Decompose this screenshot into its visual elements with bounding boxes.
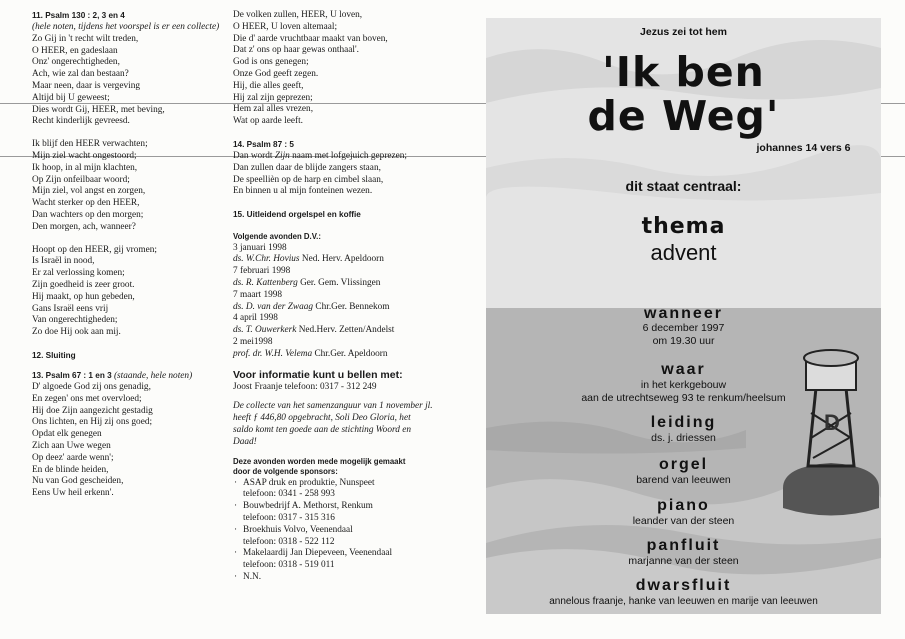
verse-line: Ik blijf den HEER verwachten; bbox=[32, 139, 148, 150]
evening-speaker bbox=[233, 278, 473, 290]
sponsors-heading-1: Deze avonden worden mede mogelijk gemaakt bbox=[233, 456, 406, 466]
leiding-name: ds. j. driessen bbox=[651, 432, 716, 444]
psalm130-stanza-1 bbox=[32, 34, 232, 128]
sponsor-phone: telefoon: 0341 - 258 993 bbox=[243, 489, 335, 500]
psalm67-stanza-1 bbox=[32, 382, 232, 500]
cover-title-line-2: de Weg' bbox=[587, 92, 780, 140]
verse-line: Dan wachters op den morgen; bbox=[32, 209, 144, 220]
verse-line: Dat z' ons op haar gewas onthaal'. bbox=[233, 45, 359, 56]
verse-line: Hij maakt, op hun gebeden, bbox=[32, 291, 135, 302]
orgel-name: barend van leeuwen bbox=[636, 474, 731, 486]
verse-line: Hij, die alles geeft, bbox=[233, 80, 304, 91]
verse-line: O HEER, en gadeslaan bbox=[32, 45, 118, 56]
evening-speaker bbox=[233, 254, 473, 266]
verse-fragment: Zijn bbox=[274, 150, 290, 161]
verse-line: Op Zijn onfeilbaar woord; bbox=[32, 174, 130, 185]
verse-line: De volken zullen, HEER, U loven, bbox=[233, 10, 363, 20]
verse-line: Er zal verlossing komen; bbox=[32, 268, 125, 279]
evening-speaker bbox=[233, 325, 473, 337]
verse-fragment: De speellièn op de harp en cimbel slaan, bbox=[233, 174, 384, 185]
verse-line: O HEER, U loven altemaal; bbox=[233, 21, 338, 32]
sponsor-name: · Broekhuis Volvo, Veenendaal bbox=[233, 525, 473, 537]
sponsor-name: · Bouwbedrijf A. Methorst, Renkum bbox=[233, 501, 473, 513]
wanneer-date: 6 december 1997 bbox=[642, 322, 725, 334]
psalm67-stanza-3 bbox=[233, 10, 473, 128]
sponsor-phone: telefoon: 0317 - 315 316 bbox=[243, 513, 335, 523]
verse-line bbox=[233, 175, 473, 187]
evening-date: 2 mei1998 bbox=[233, 337, 273, 348]
verse-line: Gans Israël eens vrij bbox=[32, 303, 109, 314]
verse-line: En zegen' ons met overvloed; bbox=[32, 393, 142, 404]
psalm130-heading: 11. Psalm 130 : 2, 3 en 4 bbox=[32, 11, 125, 20]
speaker-church: Chr.Ger. Bennekom bbox=[315, 301, 390, 312]
leiding-label: leiding bbox=[650, 414, 717, 431]
verse-line: Eens Uw heil erkenn'. bbox=[32, 488, 114, 499]
verse-line: Mijn ziel, vol angst en zorgen, bbox=[32, 186, 146, 197]
piano-name: leander van der steen bbox=[632, 515, 735, 527]
verse-line: Opdat elk genegen bbox=[32, 429, 102, 440]
sluiting-heading: 12. Sluiting bbox=[32, 350, 76, 360]
verse-line: Zich aan Uwe wegen bbox=[32, 440, 111, 451]
verse-line: Altijd bij U geweest; bbox=[32, 92, 110, 103]
panfluit-name: marjanne van der steen bbox=[628, 555, 739, 567]
sponsor-name: · Makelaardij Jan Diepeveen, Veenendaal bbox=[233, 548, 473, 560]
info-heading: Voor informatie kunt u bellen met: bbox=[233, 368, 403, 381]
verse-line: Hij zal zijn geprezen; bbox=[233, 92, 313, 103]
sponsor-name: · ASAP druk en produktie, Nunspeet bbox=[233, 478, 473, 490]
speaker-name: ds. D. van der Zwaag bbox=[233, 301, 314, 312]
verse-line: Zo doe Hij ook aan mij. bbox=[32, 327, 121, 338]
verse-line: Zijn goedheid is zeer groot. bbox=[32, 279, 135, 290]
collecte-note: De collecte van het samenzanguur van 1 november jl. heeft ƒ 446,80 opgebracht, Soli Deo Gloria, het saldo komt ten goede aan de stichting Woord en Daad! bbox=[233, 401, 433, 447]
volgende-avonden-list bbox=[233, 243, 473, 361]
verse-line bbox=[233, 186, 473, 198]
verse-line bbox=[233, 163, 473, 175]
cover-bible-reference: johannes 14 vers 6 bbox=[756, 142, 851, 154]
verse-fragment: Dan wordt bbox=[233, 150, 275, 161]
speaker-church: Ger. Gem. Vlissingen bbox=[300, 278, 381, 289]
wanneer-time: om 19.30 uur bbox=[652, 335, 715, 347]
sponsors-heading-2: door de volgende sponsors: bbox=[233, 467, 338, 477]
speaker-name: ds. T. Ouwerkerk bbox=[233, 325, 297, 336]
sponsor-phone: telefoon: 0318 - 522 112 bbox=[243, 536, 335, 547]
verse-fragment: En binnen u al mijn fonteinen wezen. bbox=[233, 186, 373, 197]
cover-central: dit staat centraal: bbox=[625, 178, 742, 194]
cover-title-line-1: 'Ik ben bbox=[602, 48, 765, 96]
verse-line bbox=[233, 151, 473, 163]
verse-line: Recht kinderlijk gevreesd. bbox=[32, 116, 130, 127]
verse-line: Van ongerechtigheden; bbox=[32, 315, 118, 326]
speaker-church: Ned.Herv. Zetten/Andelst bbox=[298, 325, 395, 336]
piano-label: piano bbox=[657, 497, 710, 514]
verse-line: Maar neen, daar is vergeving bbox=[32, 80, 140, 91]
verse-line: Zo Gij in 't recht wilt treden, bbox=[32, 33, 139, 44]
column-left bbox=[32, 10, 232, 500]
psalm130-stanza-2 bbox=[32, 139, 232, 233]
column-middle bbox=[233, 10, 473, 584]
verse-line: Dies wordt Gij, HEER, met beving, bbox=[32, 104, 165, 115]
speaker-name: ds. R. Kattenberg bbox=[233, 278, 298, 289]
verse-line: Ik hoop, in al mijn klachten, bbox=[32, 162, 138, 173]
evening-speaker bbox=[233, 302, 473, 314]
wanneer-label: wanneer bbox=[644, 305, 723, 322]
verse-line: D' algoede God zij ons genadig, bbox=[32, 381, 151, 392]
speaker-church: Ned. Herv. Apeldoorn bbox=[301, 254, 384, 265]
psalm87-lines bbox=[233, 151, 473, 198]
verse-line: Ons lichten, en Hij zij ons goed; bbox=[32, 417, 153, 428]
orgel-label: orgel bbox=[658, 456, 709, 473]
waar-line-2: aan de utrechtseweg 93 te renkum/heelsum bbox=[581, 392, 786, 404]
evening-date: 4 april 1998 bbox=[233, 313, 278, 324]
psalm67-heading: 13. Psalm 67 : 1 en 3 (staande, hele noten) bbox=[32, 370, 193, 381]
verse-line: Is Israël in nood, bbox=[32, 256, 95, 267]
svg-text:D: D bbox=[824, 410, 840, 435]
verse-line: Nu van God gescheiden, bbox=[32, 476, 124, 487]
verse-line: God is ons genegen; bbox=[233, 57, 309, 68]
verse-line: Den morgen, ach, wanneer? bbox=[32, 221, 136, 232]
evening-date: 3 januari 1998 bbox=[233, 242, 287, 253]
psalm87-heading: 14. Psalm 87 : 5 bbox=[233, 139, 294, 149]
waar-line-1: in het kerkgebouw bbox=[640, 379, 727, 391]
volgende-avonden-heading: Volgende avonden D.V.: bbox=[233, 232, 321, 242]
verse-line: En de blinde heiden, bbox=[32, 464, 109, 475]
cover-intro: Jezus zei tot hem bbox=[640, 26, 727, 38]
psalm130-stanza-3 bbox=[32, 245, 232, 339]
evening-date: 7 maart 1998 bbox=[233, 289, 283, 300]
speaker-church: Chr.Ger. Apeldoorn bbox=[314, 348, 388, 359]
panfluit-label: panfluit bbox=[646, 537, 721, 554]
verse-line: Hoopt op den HEER, gij vromen; bbox=[32, 244, 157, 255]
speaker-name: prof. dr. W.H. Velema bbox=[233, 348, 313, 359]
verse-line: Wacht sterker op den HEER, bbox=[32, 198, 140, 209]
sponsor-name: · N.N. bbox=[233, 572, 473, 584]
verse-fragment: naam met lofgejuich geprezen; bbox=[289, 150, 408, 161]
verse-line: Wat op aarde leeft. bbox=[233, 116, 303, 127]
speaker-name: ds. W.Chr. Hovius bbox=[233, 254, 300, 265]
evening-date: 7 februari 1998 bbox=[233, 266, 291, 277]
info-line: Joost Fraanje telefoon: 0317 - 312 249 bbox=[233, 381, 377, 392]
evening-speaker bbox=[233, 349, 473, 361]
verse-line: Hem zal alles vrezen, bbox=[233, 104, 314, 115]
verse-line: Hij doe Zijn aangezicht gestadig bbox=[32, 405, 153, 416]
verse-line: Onze God geeft zegen. bbox=[233, 68, 319, 79]
uitleidend-heading: 15. Uitleidend orgelspel en koffie bbox=[233, 210, 361, 220]
verse-line: Ach, wie zal dan bestaan? bbox=[32, 69, 129, 80]
sponsor-phone: telefoon: 0318 - 519 011 bbox=[243, 560, 335, 571]
verse-line: Op deez' aarde wenn'; bbox=[32, 452, 114, 463]
sponsor-list bbox=[233, 478, 473, 584]
dwarsfluit-names: annelous fraanje, hanke van leeuwen en marije van leeuwen bbox=[549, 596, 818, 607]
theme-label: thema bbox=[641, 214, 726, 239]
verse-line: Onz' ongerechtigheden, bbox=[32, 57, 120, 68]
theme-value: advent bbox=[650, 240, 717, 265]
cover-panel bbox=[486, 18, 881, 614]
verse-line: Die d' aarde vruchtbaar maakt van boven, bbox=[233, 33, 388, 44]
psalm130-note: (hele noten, tijdens het voorspel is er een collecte) bbox=[32, 22, 220, 32]
dwarsfluit-label: dwarsfluit bbox=[635, 577, 732, 594]
verse-line: Mijn ziel wacht ongestoord; bbox=[32, 150, 137, 161]
verse-fragment: Dan zullen daar de blijde zangers staan, bbox=[233, 162, 381, 173]
waar-label: waar bbox=[661, 361, 706, 378]
